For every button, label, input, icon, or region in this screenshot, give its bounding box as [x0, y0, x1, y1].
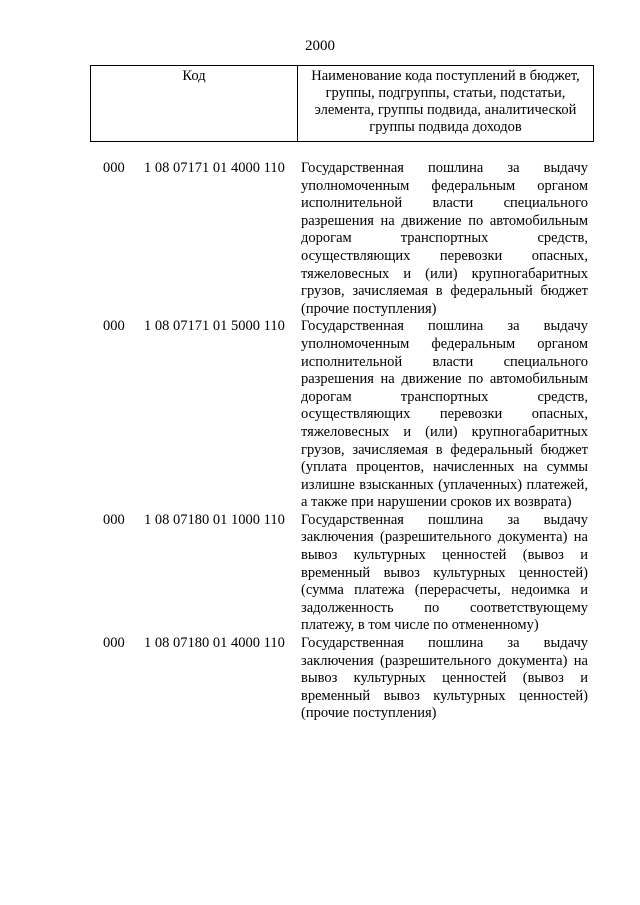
revenue-code: 1 08 07180 01 1000 110	[144, 511, 285, 528]
header-code-column: Код	[91, 66, 298, 141]
list-item	[0, 318, 640, 512]
revenue-code: 1 08 07171 01 5000 110	[144, 318, 285, 335]
entries-list	[0, 160, 640, 723]
revenue-code: 1 08 07171 01 4000 110	[144, 160, 285, 176]
header-name-column: Наименование кода поступлений в бюджет, группы, подгруппы, статьи, подстатьи, элемента, группы подвида, аналитической группы подвида доходов	[311, 68, 580, 135]
list-item	[0, 635, 640, 723]
admin-code: 000	[103, 318, 125, 335]
admin-code: 000	[103, 635, 125, 652]
page-number: 2000	[305, 38, 335, 54]
revenue-code: 1 08 07180 01 4000 110	[144, 635, 285, 652]
revenue-description: Государственная пошлина за выдачу уполномоченным федеральным органом исполнительной власти специального разрешения на движение по автомобильным дорогам транспортных средств, осуществляющих перевозки опасных, тяжеловесных и (или) крупногабаритных грузов, зачисляемая в федеральный бюджет (уплата процентов, начисленных на суммы излишне взысканных (уплаченных) платежей, а также при нарушении сроков их возврата)	[301, 318, 588, 511]
revenue-description: Государственная пошлина за выдачу уполномоченным федеральным органом исполнительной власти специального разрешения на движение по автомобильным дорогам транспортных средств, осуществляющих перевозки опасных, тяжеловесных и (или) крупногабаритных грузов, зачисляемая в федеральный бюджет (прочие поступления)	[301, 160, 588, 317]
list-item	[0, 160, 640, 318]
revenue-description: Государственная пошлина за выдачу заключения (разрешительного документа) на вывоз культурных ценностей (вывоз и временный вывоз культурных ценностей) (прочие поступления)	[301, 635, 588, 722]
list-item	[0, 512, 640, 635]
admin-code: 000	[103, 511, 125, 528]
revenue-description: Государственная пошлина за выдачу заключения (разрешительного документа) на вывоз культурных ценностей (вывоз и временный вывоз культурных ценностей) (сумма платежа (перерасчеты, недоимка и задолженность по соответствующему платежу, в том числе по отмененному)	[301, 511, 588, 634]
admin-code: 000	[103, 160, 125, 176]
table-header	[90, 65, 594, 142]
